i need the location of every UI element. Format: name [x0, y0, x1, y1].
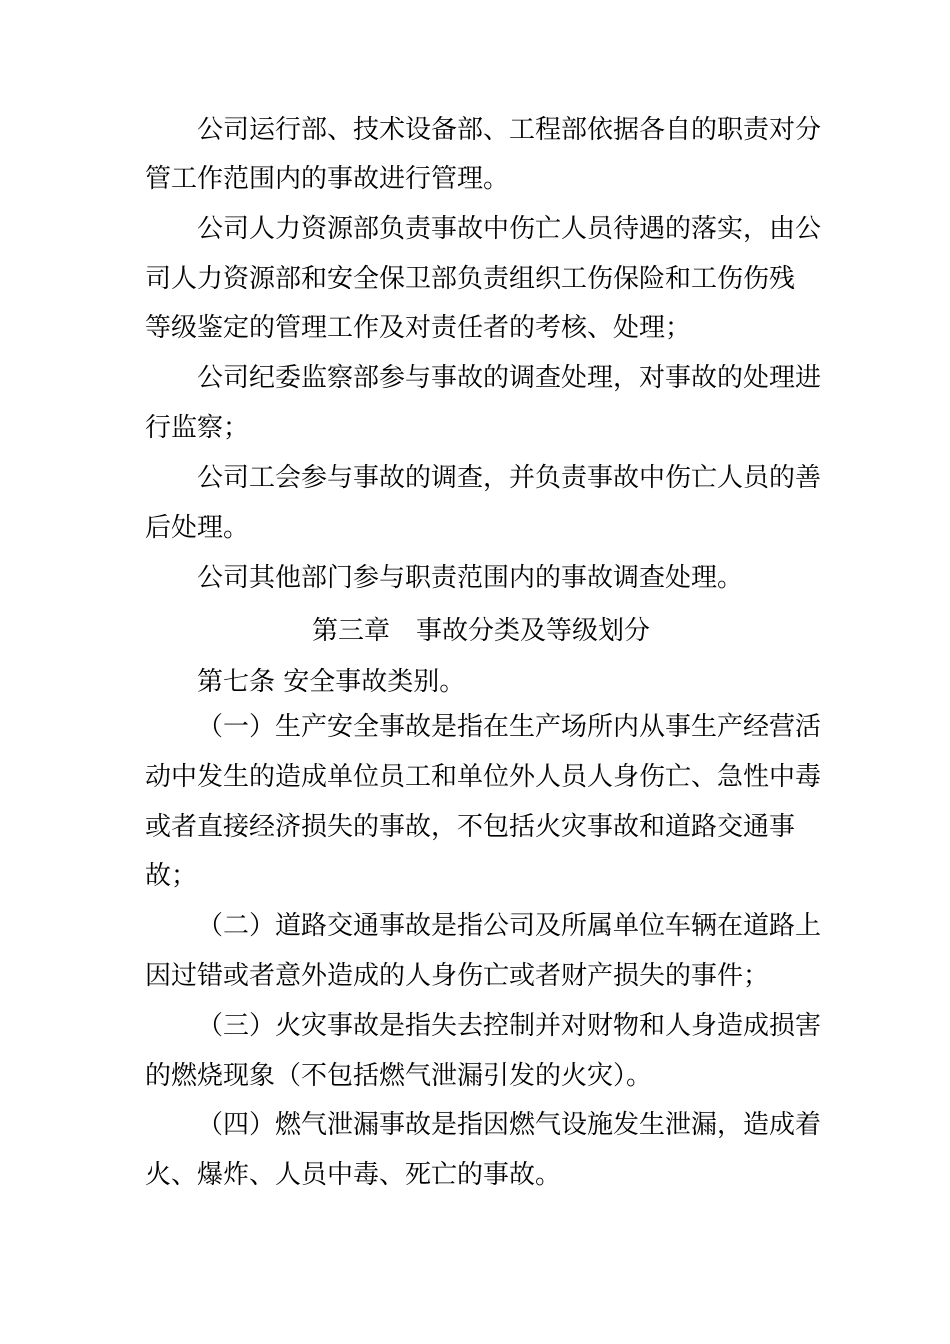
- paragraph-line: （三）火灾事故是指失去控制并对财物和人身造成损害: [197, 1011, 822, 1041]
- article-heading: 第七条 安全事故类别。: [197, 667, 466, 697]
- paragraph-line: 因过错或者意外造成的人身伤亡或者财产损失的事件；: [145, 961, 770, 991]
- chapter-heading: 第三章 事故分类及等级划分: [312, 616, 651, 646]
- paragraph-line: 等级鉴定的管理工作及对责任者的考核、处理；: [145, 313, 692, 343]
- paragraph-line: 后处理。: [145, 513, 250, 543]
- paragraph-line: 公司纪委监察部参与事故的调查处理，对事故的处理进: [197, 363, 822, 393]
- paragraph-line: （四）燃气泄漏事故是指因燃气设施发生泄漏，造成着: [197, 1110, 822, 1140]
- paragraph-line: 公司其他部门参与职责范围内的事故调查处理。: [197, 563, 744, 593]
- paragraph-line: 行监察；: [145, 413, 250, 443]
- paragraph-line: （一）生产安全事故是指在生产场所内从事生产经营活: [197, 712, 822, 742]
- paragraph-line: 司人力资源部和安全保卫部负责组织工伤保险和工伤伤残: [145, 264, 796, 294]
- paragraph-line: 或者直接经济损失的事故，不包括火灾事故和道路交通事: [145, 812, 796, 842]
- paragraph-line: 火、爆炸、人员中毒、死亡的事故。: [145, 1160, 562, 1190]
- paragraph-line: 的燃烧现象（不包括燃气泄漏引发的火灾）。: [145, 1061, 653, 1091]
- paragraph-line: 动中发生的造成单位员工和单位外人员人身伤亡、急性中毒: [145, 762, 822, 792]
- paragraph-line: 管工作范围内的事故进行管理。: [145, 164, 510, 194]
- paragraph-line: 公司人力资源部负责事故中伤亡人员待遇的落实，由公: [197, 214, 822, 244]
- paragraph-line: （二）道路交通事故是指公司及所属单位车辆在道路上: [197, 911, 822, 941]
- paragraph-line: 故；: [145, 861, 198, 891]
- paragraph-line: 公司运行部、技术设备部、工程部依据各自的职责对分: [197, 115, 822, 145]
- paragraph-line: 公司工会参与事故的调查，并负责事故中伤亡人员的善: [197, 463, 822, 493]
